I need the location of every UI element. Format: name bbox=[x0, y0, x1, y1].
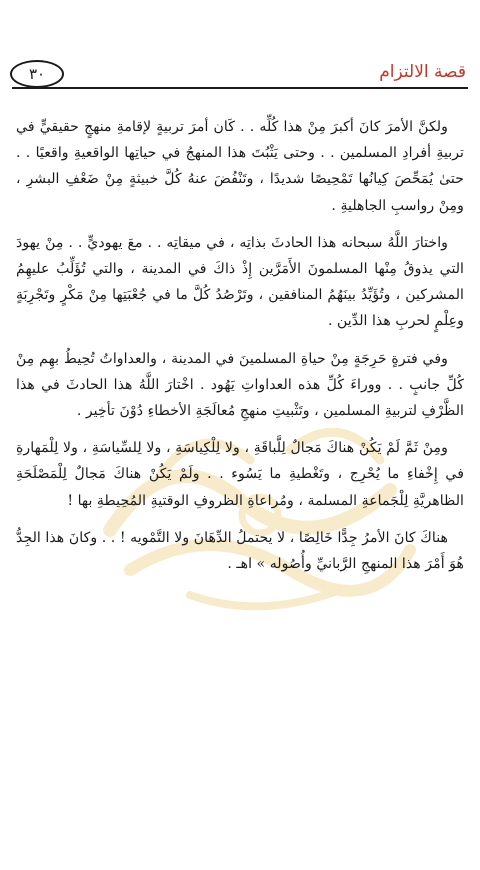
paragraph: وفي فترةٍ حَرِجَةٍ مِنْ حياةِ المسلمينَ في المدينة ، والعداواتُ تُحِيطُ بهِم مِنْ كُلِّ جانبٍ . . ووراءَ كُلِّ هذه العداواتِ يَهُود . اخْتارَ اللَّهُ هذا الحادثَ في هذا الظَّرْفِ لتربيةِ المسلمين ، وتَثْبيتِ منهجِ مُعالَجَةِ الأخطاءِ دُوْنَ تأخِير . bbox=[16, 350, 464, 420]
page-body bbox=[16, 114, 464, 588]
book-title: قصة الالتزام bbox=[379, 62, 466, 82]
page-header bbox=[10, 58, 468, 90]
paragraph: هناكَ كانَ الأمرُ جِدًّا خَالِصًا ، لا يحتملُ الدِّهَانَ ولا التَّمْويه ! . . وكانَ هذا الجِدُّ هُوَ أَمْرَ هذا المنهجِ الرَّبانيِّ وأُصُوله » اهـ . bbox=[16, 529, 464, 573]
paragraph: ومِنْ ثَمَّ لَمْ يَكُنْ هناكَ مَجالٌ لِلَّباقَةِ ، ولا لِلْكِياسَةِ ، ولا لِلسِّياسَةِ ، ولا لِلْمَهارةِ في إِخْفاءِ ما يُحْرِج ، وتَغْطيةِ ما يَسُوء . . ولَمْ يَكُنْ هناكَ مَجالٌ لِلْمَصْلَحَةِ الظاهريَّةِ لِلْجَماعةِ المسلمة ، ومُراعاةِ الظروفِ الوقتيةِ المُحِيطةِ بها ! bbox=[16, 440, 464, 509]
paragraph: واختارَ اللَّهُ سبحانه هذا الحادثَ بذاتِه ، في ميقاتِه . . معَ يهوديٍّ . . مِنْ يهودَ التي يذوقُ مِنْها المسلمونَ الأَمَرَّين إِذْ ذاكَ في المدينة ، والتي تُؤَلِّبُ عليهِمُ المشركين ، وتُؤَيِّدُ بينَهُمُ المنافقين ، وتَرْصُدُ كُلَّ ما في جُعْبَتِها مِنْ مَكْرٍ وتَجْرِبَةٍ وعِلْمٍ لحربِ هذا الدِّين . bbox=[16, 234, 464, 330]
paragraph: ولكنَّ الأمرَ كانَ أكبرَ مِنْ هذا كُلِّه . . كَان أمرَ تربيةٍ لإقامةِ منهجٍ حقيقيٍّ في تربيةِ أفرادِ المسلمين . . وحتى يَثْبُتَ هذا المنهجُ في حياتِها الواقعيةِ واقعيًا . . حتىٰ يُمَحِّصَ كِيانُها تَمْحِيصًا شديدًا ، وتَنْفُضَ عنهُ كُلَّ خبيثةٍ مِنْ ضَعْفِ البشرِ ، ومِنْ رواسبِ الجاهليةِ . bbox=[16, 119, 464, 214]
page-number: ٣٠ bbox=[10, 60, 64, 88]
header-divider bbox=[12, 87, 468, 89]
